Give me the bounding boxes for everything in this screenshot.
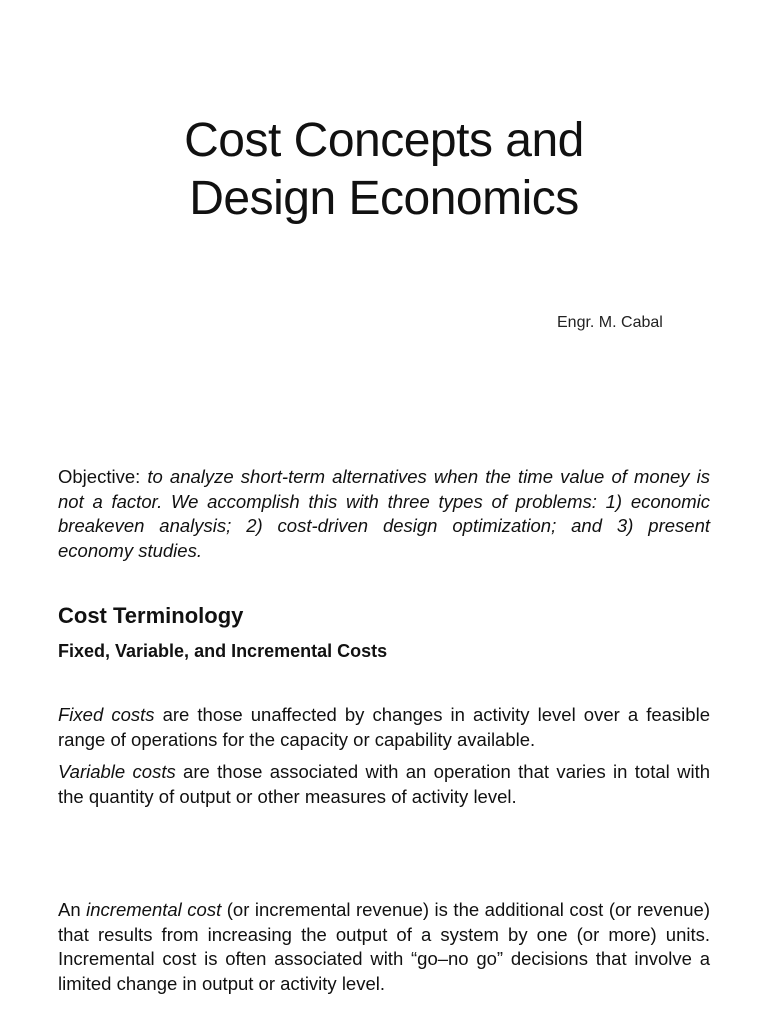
variable-costs-term: Variable costs xyxy=(58,761,176,782)
fixed-costs-text: are those unaffected by changes in activity level over a feasible range of operations for the capacity or capability available. xyxy=(58,704,710,750)
incremental-cost-paragraph xyxy=(58,898,710,996)
title-line-1: Cost Concepts and xyxy=(184,114,584,167)
title-line-2: Design Economics xyxy=(189,172,579,225)
page-title xyxy=(0,112,768,228)
section-heading: Cost Terminology xyxy=(58,603,244,628)
author-name: Engr. M. Cabal xyxy=(557,314,663,331)
incremental-cost-text: (or incremental revenue) is the additional cost (or revenue) that results from increasing the output of a system by one (or more) units. Incremental cost is often associated with “go–no go” decisions that involve a limited change in output or activity level. xyxy=(58,899,710,994)
variable-costs-text: are those associated with an operation that varies in total with the quantity of output or other measures of activity level. xyxy=(58,761,710,807)
incremental-cost-term: incremental cost xyxy=(86,899,222,920)
variable-costs-paragraph xyxy=(58,760,710,809)
objective-label: Objective: xyxy=(58,466,148,487)
objective-text: to analyze short-term alternatives when the time value of money is not a factor. We accomplish this with three types of problems: 1) economic breakeven analysis; 2) cost-driven design optimization; and 3) present economy studies. xyxy=(58,466,710,561)
incremental-cost-prefix: An xyxy=(58,899,87,920)
fixed-costs-term: Fixed costs xyxy=(58,704,155,725)
section-subheading: Fixed, Variable, and Incremental Costs xyxy=(58,641,388,661)
objective-paragraph xyxy=(58,465,710,563)
fixed-costs-paragraph xyxy=(58,703,710,752)
